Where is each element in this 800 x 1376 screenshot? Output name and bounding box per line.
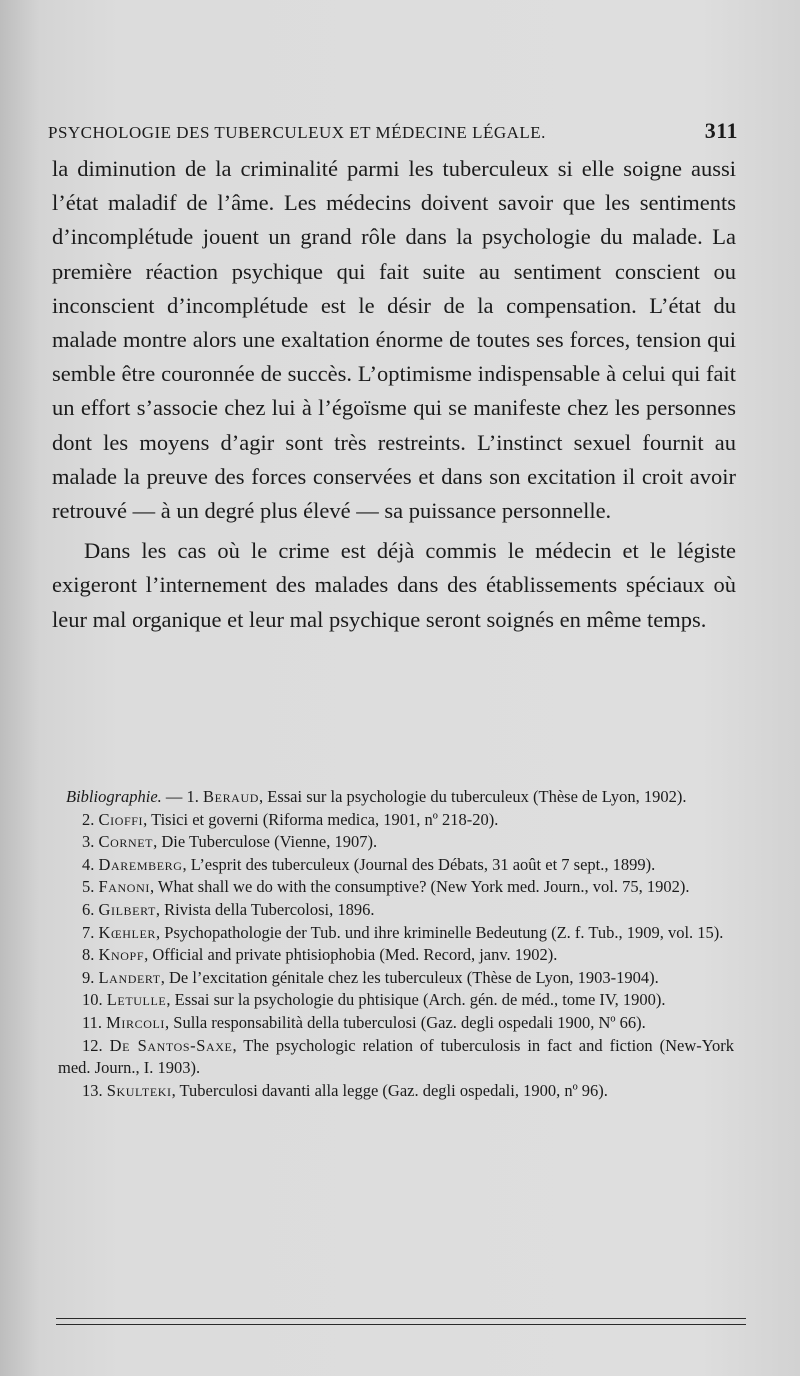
bib-author: Skulteki xyxy=(106,1080,172,1100)
bib-entry xyxy=(58,967,734,990)
bib-entry xyxy=(58,876,734,899)
bib-author: De Santos-Saxe xyxy=(109,1035,233,1055)
bib-number: — 1. xyxy=(165,787,199,806)
bib-entry xyxy=(58,944,734,967)
bib-entry xyxy=(58,922,734,945)
bib-entry xyxy=(58,1012,734,1035)
bib-text: , Die Tuberculose (Vienne, 1907). xyxy=(153,832,378,852)
bib-number: 12. xyxy=(82,1035,103,1055)
bib-text: , Official and private phtisiophobia (Med. Record, janv. 1902). xyxy=(144,945,558,965)
bib-author: Letulle xyxy=(106,990,167,1010)
bib-text: , Tisici et governi (Riforma medica, 1901, nº 218-20). xyxy=(143,809,499,829)
bib-author: Mircoli xyxy=(106,1012,166,1032)
page-header xyxy=(48,118,738,144)
bottom-rule-2 xyxy=(56,1324,746,1325)
main-text xyxy=(52,152,736,637)
bib-number: 3. xyxy=(82,832,95,852)
paragraph-1: la diminution de la criminalité parmi les tuberculeux si elle soigne aussi l’état maladif de l’âme. Les médecins doivent savoir que les sentiments d’incomplétude jouent un grand rôle dans la psychologie du malade. La première réaction psychique qui fait suite au sentiment conscient ou inconscient d’incomplétude est le désir de la compensation. L’état du malade montre alors une exaltation énorme de toutes ses forces, tension qui semble être couronnée de succès. L’optimisme indispensable à celui qui fait un effort s’associe chez lui à l’égoïsme qui se manifeste chez les personnes dont les moyens d’agir sont très restreints. L’instinct sexuel fournit au malade la preuve des forces conservées et dans son excitation il croit avoir retrouvé — à un degré plus élevé — sa puissance personnelle. xyxy=(52,156,736,524)
bib-author: Kœhler xyxy=(98,922,157,942)
bib-entry xyxy=(58,989,734,1012)
bib-number: 4. xyxy=(82,854,95,874)
bibliography-list xyxy=(58,809,734,1103)
bib-text: , Psychopathologie der Tub. und ihre kriminelle Bedeutung (Z. f. Tub., 1909, vol. 15). xyxy=(156,922,724,942)
bibliography xyxy=(58,786,734,1102)
paragraph-2: Dans les cas où le crime est déjà commis le médecin et le légiste exigeront l’internement des malades dans des établissements spéciaux où leur mal organique et leur mal psychique seront soignés en même temps. xyxy=(52,538,736,632)
bib-number: 10. xyxy=(82,990,103,1010)
bib-text: , The psychologic relation of tuberculosis in fact and fiction (New-York med. Journ., I. 1903). xyxy=(58,1035,735,1078)
bib-author: Fanoni xyxy=(98,877,150,897)
bib-number: 6. xyxy=(82,899,95,919)
bib-author: Cioffi xyxy=(98,809,144,829)
bib-entry xyxy=(58,809,734,832)
bib-entry xyxy=(58,899,734,922)
bib-text: , Rivista della Tubercolosi, 1896. xyxy=(155,899,375,919)
bottom-rule xyxy=(56,1318,746,1319)
bib-text: , Sulla responsabilità della tuberculosi (Gaz. degli ospedali 1900, Nº 66). xyxy=(165,1012,646,1032)
bib-text: , Essai sur la psychologie du phtisique (Arch. gén. de méd., tome IV, 1900). xyxy=(166,990,666,1010)
bib-entry xyxy=(58,1080,734,1103)
bib-number: 9. xyxy=(82,967,95,987)
bib-number: 8. xyxy=(82,945,95,965)
bib-number: 13. xyxy=(82,1080,103,1100)
bib-author: Beraud xyxy=(203,787,259,806)
bib-author: Gilbert xyxy=(98,899,156,919)
bib-author: Cornet xyxy=(98,832,154,852)
bib-text: , Essai sur la psychologie du tuberculeux (Thèse de Lyon, 1902). xyxy=(258,787,687,806)
bib-number: 5. xyxy=(82,877,95,897)
bib-text: , What shall we do with the consumptive? (New York med. Journ., vol. 75, 1902). xyxy=(149,877,690,897)
bib-author: Landert xyxy=(98,967,161,987)
bib-author: Daremberg xyxy=(98,854,183,874)
bib-author: Knopf xyxy=(98,945,145,965)
bib-text: , De l’excitation génitale chez les tuberculeux (Thèse de Lyon, 1903-1904). xyxy=(160,967,659,987)
bib-entry xyxy=(58,1035,734,1080)
bib-entry xyxy=(58,854,734,877)
bib-number: 7. xyxy=(82,922,95,942)
bib-number: 2. xyxy=(82,809,95,829)
page-number: 311 xyxy=(704,118,738,143)
bib-entry xyxy=(58,831,734,854)
bib-number: 11. xyxy=(82,1012,103,1032)
running-title: PSYCHOLOGIE DES TUBERCULEUX ET MÉDECINE LÉGALE. xyxy=(48,123,546,142)
bibliography-label: Bibliographie. xyxy=(66,787,162,806)
bibliography-intro xyxy=(58,786,734,809)
bib-text: , L’esprit des tuberculeux (Journal des Débats, 31 août et 7 sept., 1899). xyxy=(182,854,656,874)
bib-text: , Tuberculosi davanti alla legge (Gaz. degli ospedali, 1900, nº 96). xyxy=(171,1080,608,1100)
